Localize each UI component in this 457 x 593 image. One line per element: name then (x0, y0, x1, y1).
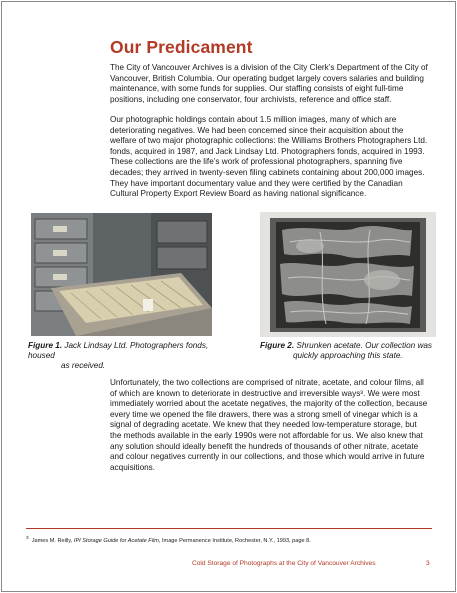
footnote-number: 3 (26, 535, 29, 540)
paragraph-intro: The City of Vancouver Archives is a division of the City Clerk’s Department of the City of Vancouver, British Columbia. Our operating budget largely covers salaries and building maintenance, with some funds for supplies. Our staffing consists of eight full-time positions, including one conservator, four archivists, reference and office staff. (110, 63, 428, 104)
running-footer: Cold Storage of Photographs at the City of Vancouver Archives (192, 560, 376, 567)
figure-1-caption-text: Jack Lindsay Ltd. Photographers fonds, housed (28, 341, 209, 361)
footnote-divider (26, 528, 432, 529)
page-title: Our Predicament (110, 37, 253, 57)
figure-2-caption-text-2: quickly approaching this state. (293, 351, 403, 361)
filing-cabinet-image (31, 213, 212, 336)
footnote (26, 535, 311, 544)
shrunken-acetate-image (260, 212, 436, 337)
figure-1-label: Figure 1. (28, 341, 63, 350)
footnote-title: IPI Storage Guide for Acetate Film (73, 537, 159, 544)
page-number: 3 (426, 560, 430, 567)
footnote-rest: , Image Permanence Institute, Rochester, N.Y., 1993, page 8. (158, 537, 311, 544)
footnote-author: James M. Reilly, (31, 537, 73, 544)
figure-2-caption-text: Shrunken acetate. Our collection was (296, 341, 433, 350)
paragraph-deterioration: Unfortunately, the two collections are comprised of nitrate, acetate, and colour films, all of which are known to deteriorate in destructive and irreversible ways³. We were most immediately worried about the acetate negatives, the majority of the collection, because every time we opened the file drawers, there was a strong smell of vinegar which is a signal of degrading acetate. We knew that they needed low-temperature storage, but the methods available in the early 1990s were not affordable for us. We also knew that any solution should ideally benefit the hundreds of thousands of other nitrate, acetate and colour negatives currently in our collections, and those which would arrive in future acquisitions. (110, 378, 428, 472)
figure-1-caption-text-2: as received. (61, 361, 106, 371)
figure-2-photo (260, 212, 436, 337)
figure-1-caption (28, 341, 228, 372)
paragraph-holdings: Our photographic holdings contain about 1.5 million images, many of which are deteriorating negatives. We had been concerned since their acquisition about the welfare of two major photographic collections: the Williams Brothers Photographers Ltd. fonds, acquired in 1987, and Jack Lindsay Ltd. Photographers fonds, acquired in 1993. These collections are the life’s work of professional photographers, spanning five decades; they arrived in twenty-seven filing cabinets containing about 200,000 images. They have important documentary value and they were certified by the Canadian Cultural Property Export Review Board as having national significance. (110, 115, 428, 199)
figure-2-caption (260, 341, 440, 361)
figure-2-label: Figure 2. (260, 341, 295, 350)
figure-1-photo (31, 213, 212, 336)
